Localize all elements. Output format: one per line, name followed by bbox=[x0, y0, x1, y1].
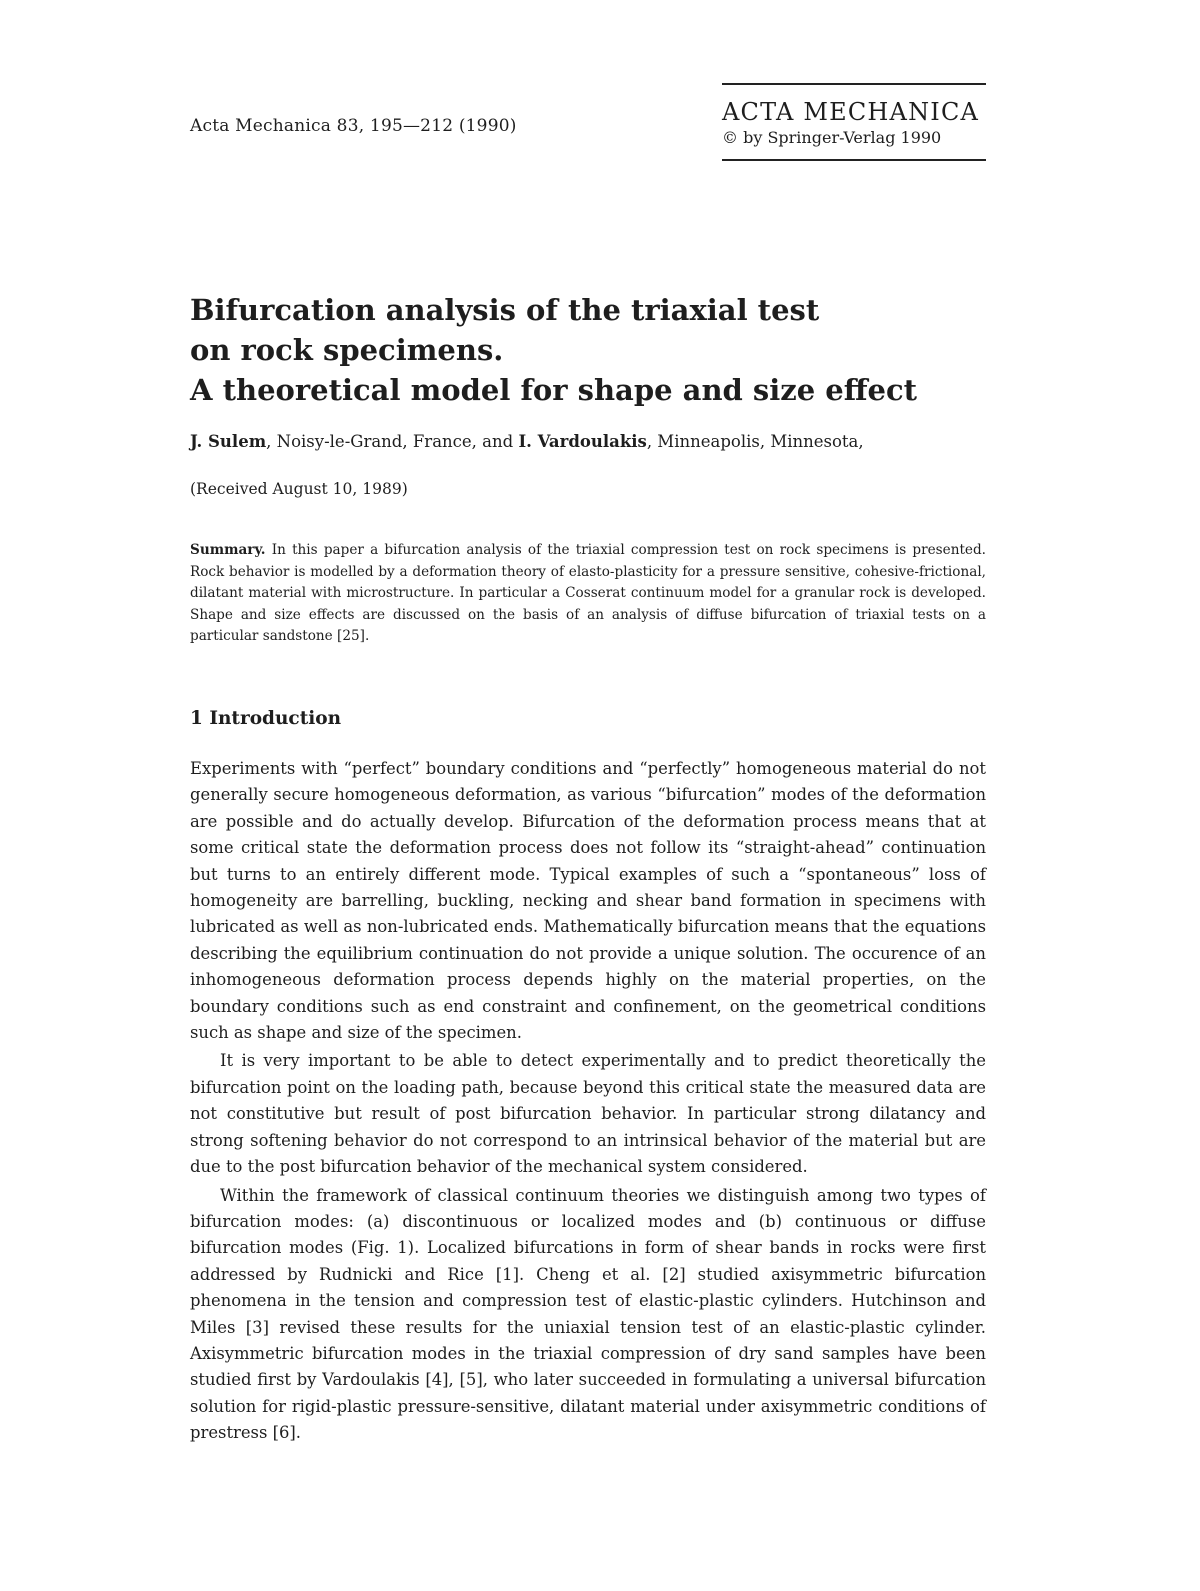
paragraph-3: Within the framework of classical continuum theories we distinguish among two types of bifurcation modes: (a) discontinuous or localized modes and (b) continuous or diffuse bifurcation modes (Fig. 1). Localized bifurcations in form of shear bands in rocks were first addressed by Rudnicki and Rice [1]. Cheng et al. [2] studied axisymmetric bifurcation phenomena in the tension and compression test of elastic-plastic cylinders. Hutchinson and Miles [3] revised these results for the uniaxial tension test of an elastic-plastic cylinder. Axisymmetric bifurcation modes in the triaxial compression of dry sand samples have been studied first by Vardoulakis [4], [5], who later succeeded in formulating a universal bifurcation solution for rigid-plastic pressure-sensitive, dilatant material under axisymmetric conditions of prestress [6]. bbox=[190, 1185, 986, 1443]
journal-reference: Acta Mechanica 83, 195—212 (1990) bbox=[190, 116, 517, 136]
journal-masthead bbox=[722, 83, 986, 161]
section-heading-introduction: 1 Introduction bbox=[190, 708, 342, 729]
copyright-notice: © by Springer-Verlag 1990 bbox=[722, 128, 942, 147]
title-line-3: A theoretical model for shape and size effect bbox=[190, 373, 918, 407]
summary-text: In this paper a bifurcation analysis of the triaxial compression test on rock specimens is presented. Rock behavior is modelled by a deformation theory of elasto-plasticity for a pressure sensitive, cohesive-frictional, dilatant material with microstructure. In particular a Cosserat continuum model for a granular rock is developed. Shape and size effects are discussed on the basis of an analysis of diffuse bifurcation of triaxial tests on a particular sandstone [25]. bbox=[190, 542, 986, 644]
author-name-1: J. Sulem bbox=[190, 432, 267, 451]
summary-label: Summary. bbox=[190, 542, 266, 558]
received-date: (Received August 10, 1989) bbox=[190, 480, 408, 498]
summary-abstract bbox=[190, 540, 986, 648]
title-line-2: on rock specimens. bbox=[190, 333, 504, 367]
author-affiliation-1: , Noisy-le-Grand, France, and bbox=[266, 432, 519, 451]
journal-name: ACTA MECHANICA bbox=[722, 98, 980, 126]
paragraph-1: Experiments with “perfect” boundary conditions and “perfectly” homogeneous material do not generally secure homogeneous deformation, as various “bifurcation” modes of the deformation are possible and do actually develop. Bifurcation of the deformation process means that at some critical state the deformation process does not follow its “straight-ahead” continuation but turns to an entirely different mode. Typical examples of such a “spontaneous” loss of homogeneity are barrelling, buckling, necking and shear band formation in specimens with lubricated as well as non-lubricated ends. Mathematically bifurcation means that the equations describing the equilibrium continuation do not provide a unique solution. The occurence of an inhomogeneous deformation process depends highly on the material properties, on the boundary conditions such as end constraint and confinement, on the geometrical conditions such as shape and size of the specimen. bbox=[190, 759, 986, 1043]
author-line bbox=[190, 432, 864, 451]
paragraph-2: It is very important to be able to detect experimentally and to predict theoretically the bifurcation point on the loading path, because beyond this critical state the measured data are not constitutive but result of post bifurcation behavior. In particular strong dilatancy and strong softening behavior do not correspond to an intrinsical behavior of the material but are due to the post bifurcation behavior of the mechanical system considered. bbox=[190, 1051, 986, 1177]
author-affiliation-2: , Minneapolis, Minnesota, bbox=[646, 432, 864, 451]
author-name-2: I. Vardoulakis bbox=[518, 432, 647, 451]
introduction-body bbox=[190, 756, 986, 1447]
paper-title bbox=[190, 290, 990, 410]
title-line-1: Bifurcation analysis of the triaxial test bbox=[190, 293, 820, 327]
